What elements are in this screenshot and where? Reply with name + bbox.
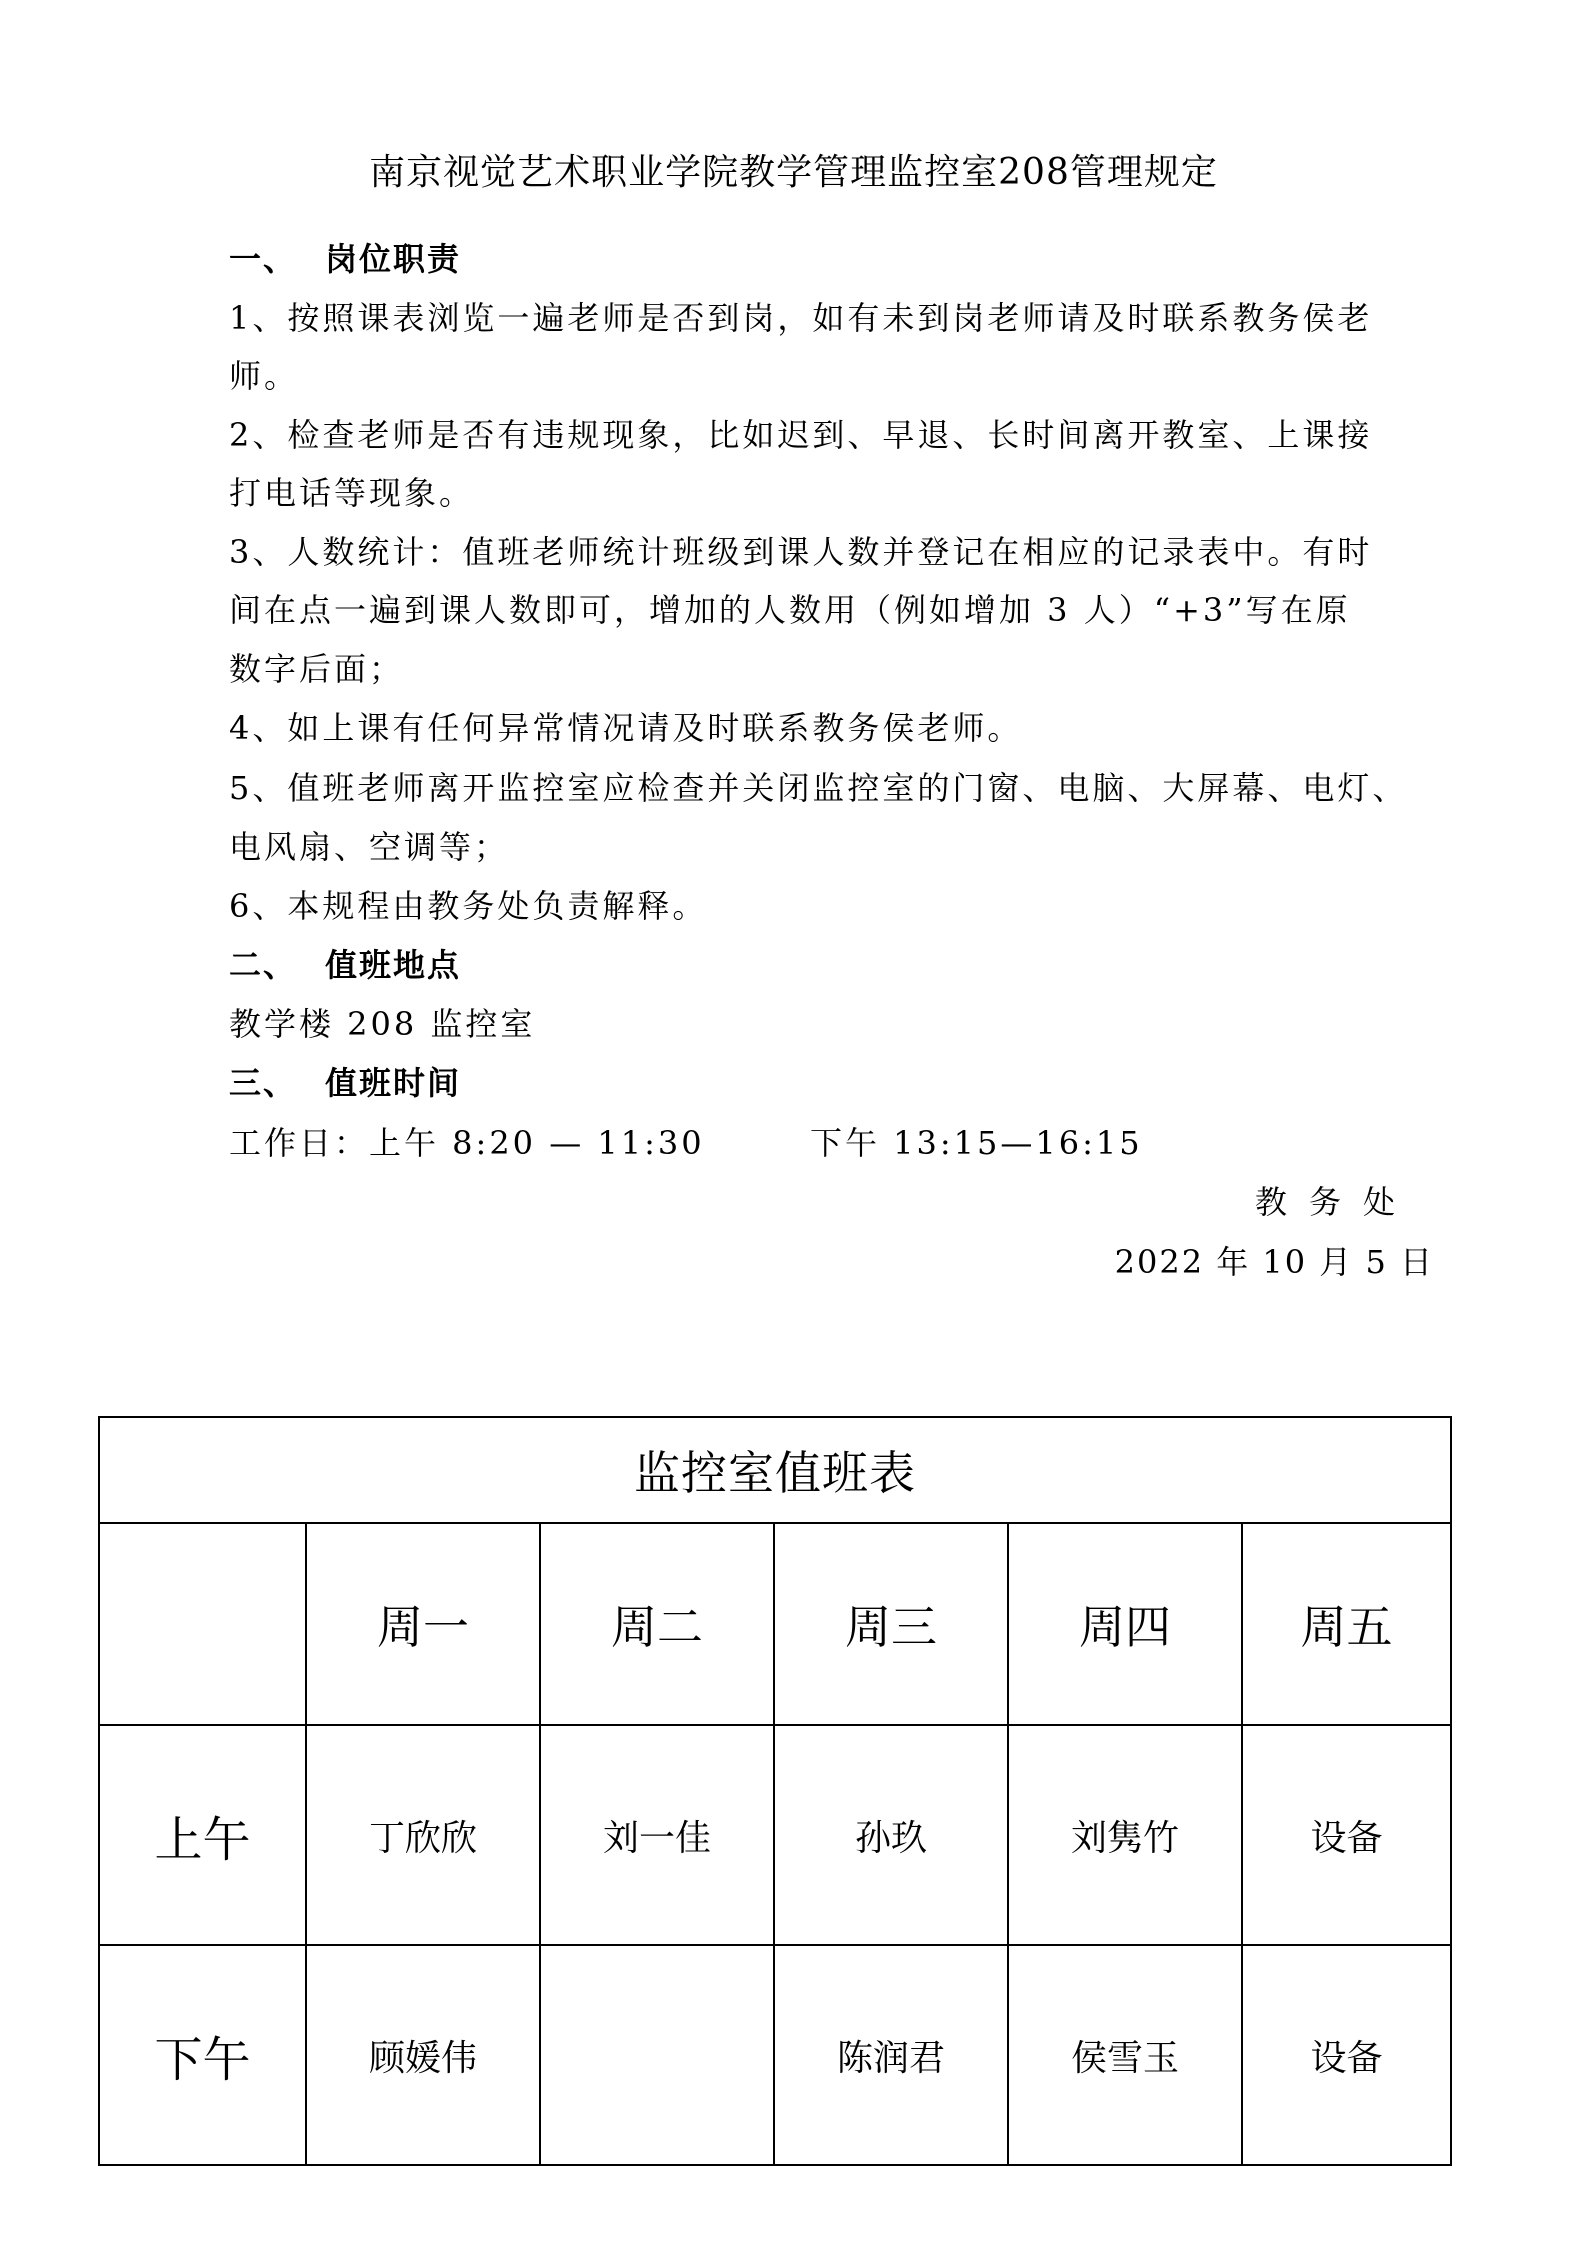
duty-name-cell: 刘隽竹 <box>1008 1725 1242 1945</box>
duty-name-cell: 顾媛伟 <box>306 1945 540 2165</box>
paragraph-line: 师。 <box>229 357 300 395</box>
paragraph-line: 数字后面； <box>229 650 405 688</box>
period-label: 下午 <box>99 1945 306 2165</box>
section-number: 一、 <box>229 240 298 278</box>
section-title: 岗位职责 <box>325 240 462 278</box>
paragraph-line: 工作日：上午 8:20 — 11:30 下午 13:15—16:15 <box>229 1124 1143 1162</box>
table-row-morning <box>99 1725 1451 1945</box>
duty-table-title: 监控室值班表 <box>99 1417 1451 1523</box>
section-title: 值班时间 <box>325 1064 462 1102</box>
paragraph-line: 1、按照课表浏览一遍老师是否到岗，如有未到岗老师请及时联系教务侯老 <box>229 299 1373 337</box>
paragraph-line: 电风扇、空调等； <box>229 828 510 866</box>
duty-name-cell: 设备 <box>1242 1945 1451 2165</box>
day-header-fri: 周五 <box>1242 1523 1451 1725</box>
section-number: 二、 <box>229 946 298 984</box>
duty-table <box>98 1416 1452 2166</box>
signature-date: 2022 年 10 月 5 日 <box>1114 1243 1434 1281</box>
day-header-wed: 周三 <box>774 1523 1008 1725</box>
paragraph-line: 2、检查老师是否有违规现象，比如迟到、早退、长时间离开教室、上课接 <box>229 416 1373 454</box>
paragraph-line: 3、人数统计：值班老师统计班级到课人数并登记在相应的记录表中。有时 <box>229 533 1373 571</box>
document-title: 南京视觉艺术职业学院教学管理监控室208管理规定 <box>369 152 1218 193</box>
table-row-afternoon <box>99 1945 1451 2165</box>
signature-department: 教务处 <box>1254 1183 1417 1221</box>
duty-name-cell: 设备 <box>1242 1725 1451 1945</box>
section-title: 值班地点 <box>325 946 462 984</box>
day-header-mon: 周一 <box>306 1523 540 1725</box>
paragraph-line: 间在点一遍到课人数即可，增加的人数用（例如增加 3 人）“+3”写在原 <box>229 591 1351 629</box>
duty-name-cell <box>540 1945 774 2165</box>
day-header-tue: 周二 <box>540 1523 774 1725</box>
section-heading-location <box>229 943 461 987</box>
duty-name-cell: 丁欣欣 <box>306 1725 540 1945</box>
duty-name-cell: 侯雪玉 <box>1008 1945 1242 2165</box>
table-corner-cell <box>99 1523 306 1725</box>
section-number: 三、 <box>229 1064 298 1102</box>
paragraph-line: 教学楼 208 监控室 <box>229 1005 536 1043</box>
paragraph-line: 4、如上课有任何异常情况请及时联系教务侯老师。 <box>229 709 1023 747</box>
paragraph-line: 6、本规程由教务处负责解释。 <box>229 887 708 925</box>
duty-name-cell: 孙玖 <box>774 1725 1008 1945</box>
day-header-thu: 周四 <box>1008 1523 1242 1725</box>
paragraph-line: 5、值班老师离开监控室应检查并关闭监控室的门窗、电脑、大屏幕、电灯、 <box>229 769 1408 807</box>
period-label: 上午 <box>99 1725 306 1945</box>
section-heading-time <box>229 1061 461 1105</box>
duty-name-cell: 陈润君 <box>774 1945 1008 2165</box>
section-heading-duties <box>229 237 461 281</box>
paragraph-line: 打电话等现象。 <box>229 474 475 512</box>
duty-name-cell: 刘一佳 <box>540 1725 774 1945</box>
